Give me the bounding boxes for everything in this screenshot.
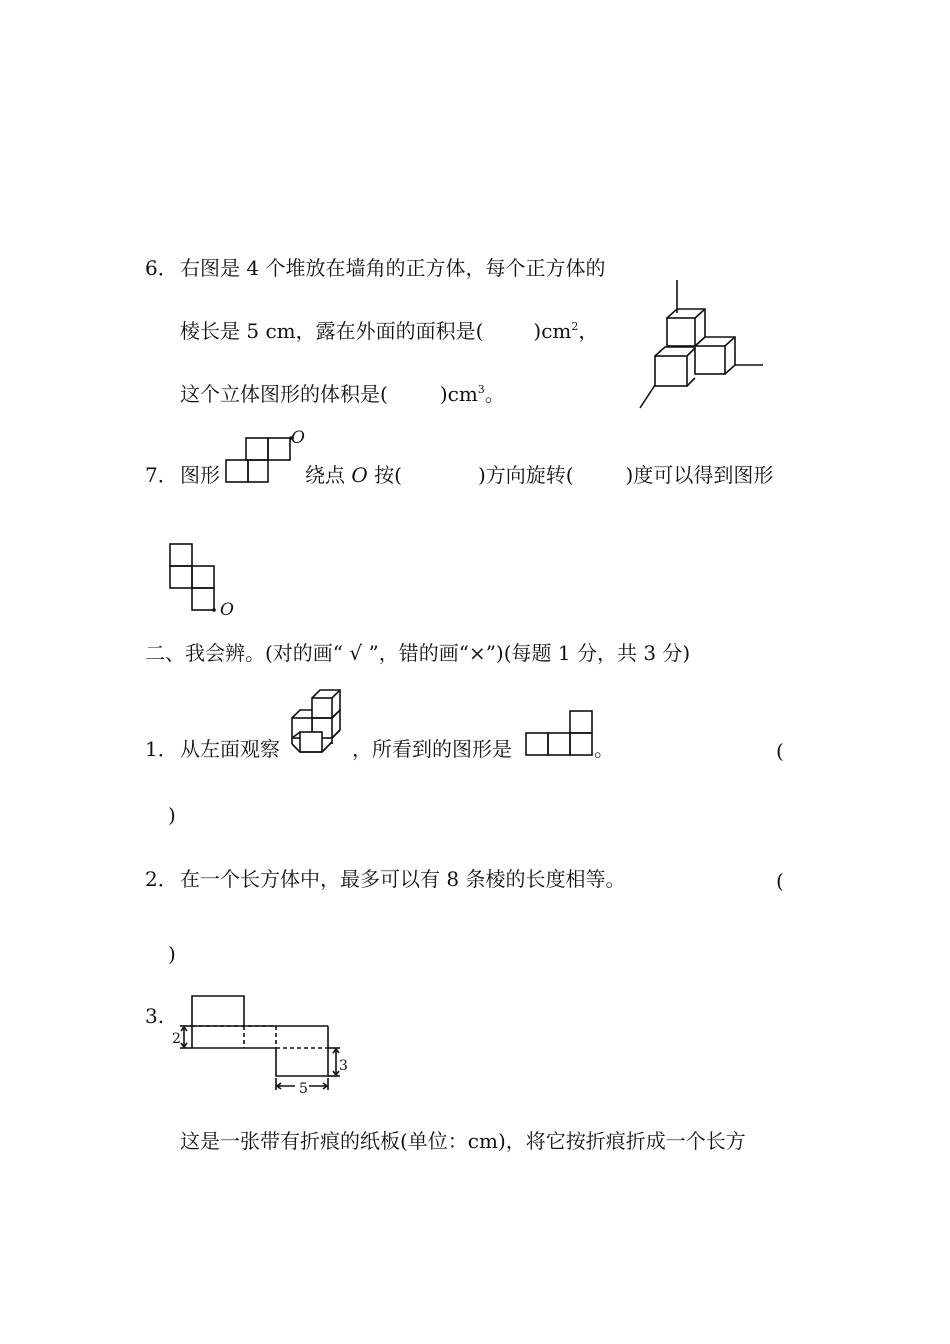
q7-point-label-top: O (291, 428, 305, 448)
j3-label-5: 5 (299, 1081, 308, 1097)
j1-bracket-open[interactable]: ( (776, 739, 784, 763)
j1-bracket-close[interactable]: ) (168, 803, 176, 827)
j1-c: 。 (594, 737, 614, 761)
q7-b: 绕点 (305, 463, 352, 487)
j2-bracket-open[interactable]: ( (776, 869, 784, 893)
q7-text (305, 463, 773, 487)
q6-line3-c: 。 (484, 382, 505, 406)
section2-title: 二、我会辨。(对的画“ √ ”，错的画“×”)(每题 1 分，共 3 分) (145, 641, 691, 665)
q6-line3 (180, 382, 505, 410)
q6-number: 6． (145, 256, 178, 280)
j1-number: 1． (145, 737, 178, 761)
q7-d: )方向旋转( (477, 463, 574, 487)
q7-point: O (351, 463, 368, 487)
q6-line2-sup: 2 (571, 320, 579, 333)
q6-line3-sup: 3 (477, 383, 485, 396)
q6-line2-b: )cm (533, 319, 572, 343)
q7-e: )度可以得到图形 (625, 463, 774, 487)
j3-text: 这是一张带有折痕的纸板(单位：cm)，将它按折痕折成一个长方 (180, 1129, 746, 1153)
j1-cube-stack (290, 688, 350, 756)
q6-line3-a: 这个立体图形的体积是( (180, 382, 388, 406)
corner-cubes-figure (630, 270, 770, 420)
j1-answer-shape (524, 709, 596, 759)
q7-a: 图形 (180, 463, 220, 487)
j2-text: 在一个长方体中，最多可以有 8 条棱的长度相等。 (180, 867, 626, 891)
j1-a: 从左面观察 (180, 737, 280, 761)
q7-shape-rotated (168, 542, 228, 614)
q6-line2-c: ， (578, 319, 599, 343)
j2-bracket-close[interactable]: ) (168, 942, 176, 966)
q7-c: 按( (367, 463, 402, 487)
j2-number: 2． (145, 867, 178, 891)
j3-label-3: 3 (339, 1058, 348, 1074)
q6-line2-a: 棱长是 5 cm，露在外面的面积是( (180, 319, 484, 343)
j1-b: ，所看到的图形是 (352, 737, 512, 761)
q6-line2 (180, 319, 598, 347)
q7-number: 7． (145, 463, 178, 487)
j3-net-figure (168, 994, 368, 1094)
q6-line1: 右图是 4 个堆放在墙角的正方体，每个正方体的 (180, 256, 606, 280)
j3-label-2: 2 (172, 1031, 181, 1047)
j3-number: 3. (145, 1004, 165, 1028)
q6-line3-b: )cm (439, 382, 478, 406)
q7-point-label-bottom: O (220, 600, 234, 620)
